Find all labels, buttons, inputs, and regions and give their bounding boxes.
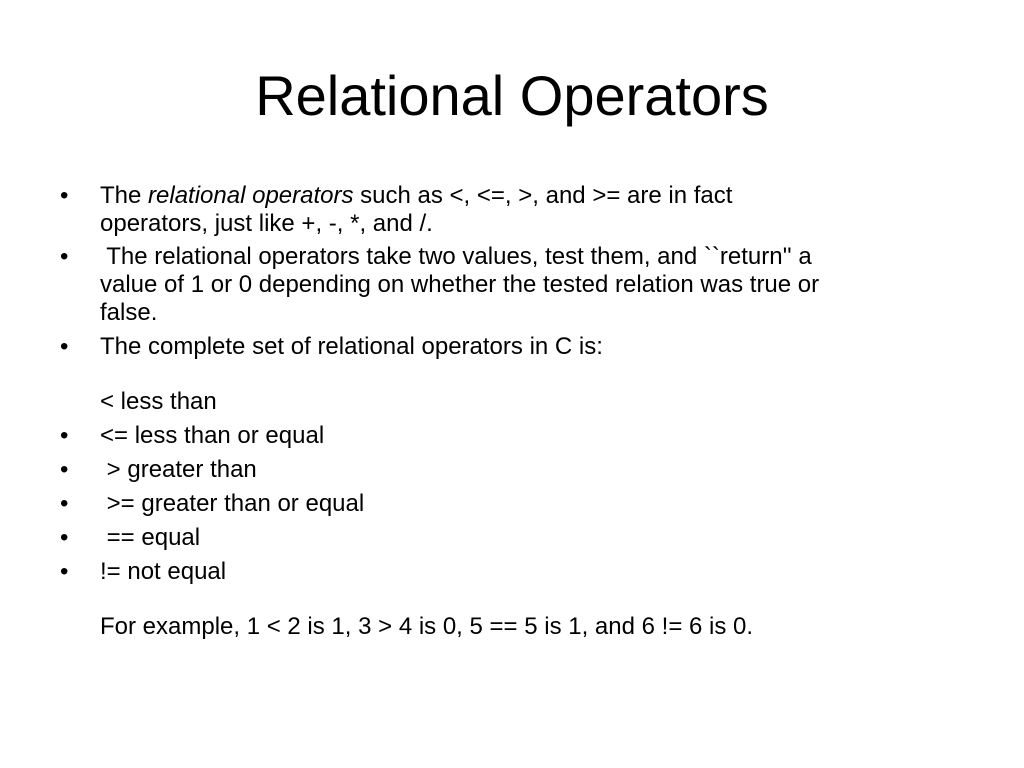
bullet-2-line-1: The relational operators take two values, test them, and ``return'' a [100, 243, 812, 270]
operator-not-equal: != not equal [100, 558, 227, 585]
bullet-marker: • [60, 422, 69, 449]
bullet-1-prefix: The [100, 182, 149, 209]
bullet-marker: • [60, 243, 69, 270]
bullet-marker: • [60, 524, 69, 551]
bullet-marker: • [60, 333, 69, 360]
operator-greater-than: > greater than [100, 456, 257, 483]
operator-less-than: < less than [100, 388, 217, 415]
bullet-marker: • [60, 182, 69, 209]
bullet-2-line-3: false. [100, 299, 158, 326]
bullet-marker: • [60, 558, 69, 585]
bullet-3-line-1: The complete set of relational operators in C is: [100, 333, 603, 360]
bullet-1-suffix: such as <, <=, >, and >= are in fact [353, 182, 733, 209]
operator-less-equal: <= less than or equal [100, 422, 325, 449]
operator-equal: == equal [100, 524, 201, 551]
bullet-1-line-2: operators, just like +, -, *, and /. [100, 210, 433, 237]
example-text: For example, 1 < 2 is 1, 3 > 4 is 0, 5 == 5 is 1, and 6 != 6 is 0. [100, 613, 754, 640]
bullet-marker: • [60, 456, 69, 483]
operator-greater-equal: >= greater than or equal [100, 490, 365, 517]
slide-title: Relational Operators [255, 64, 769, 127]
bullet-1-line-1 [100, 182, 732, 210]
bullet-2-line-2: value of 1 or 0 depending on whether the tested relation was true or [100, 271, 820, 298]
bullet-1-italic-term: relational operators [148, 182, 354, 209]
bullet-marker: • [60, 490, 69, 517]
